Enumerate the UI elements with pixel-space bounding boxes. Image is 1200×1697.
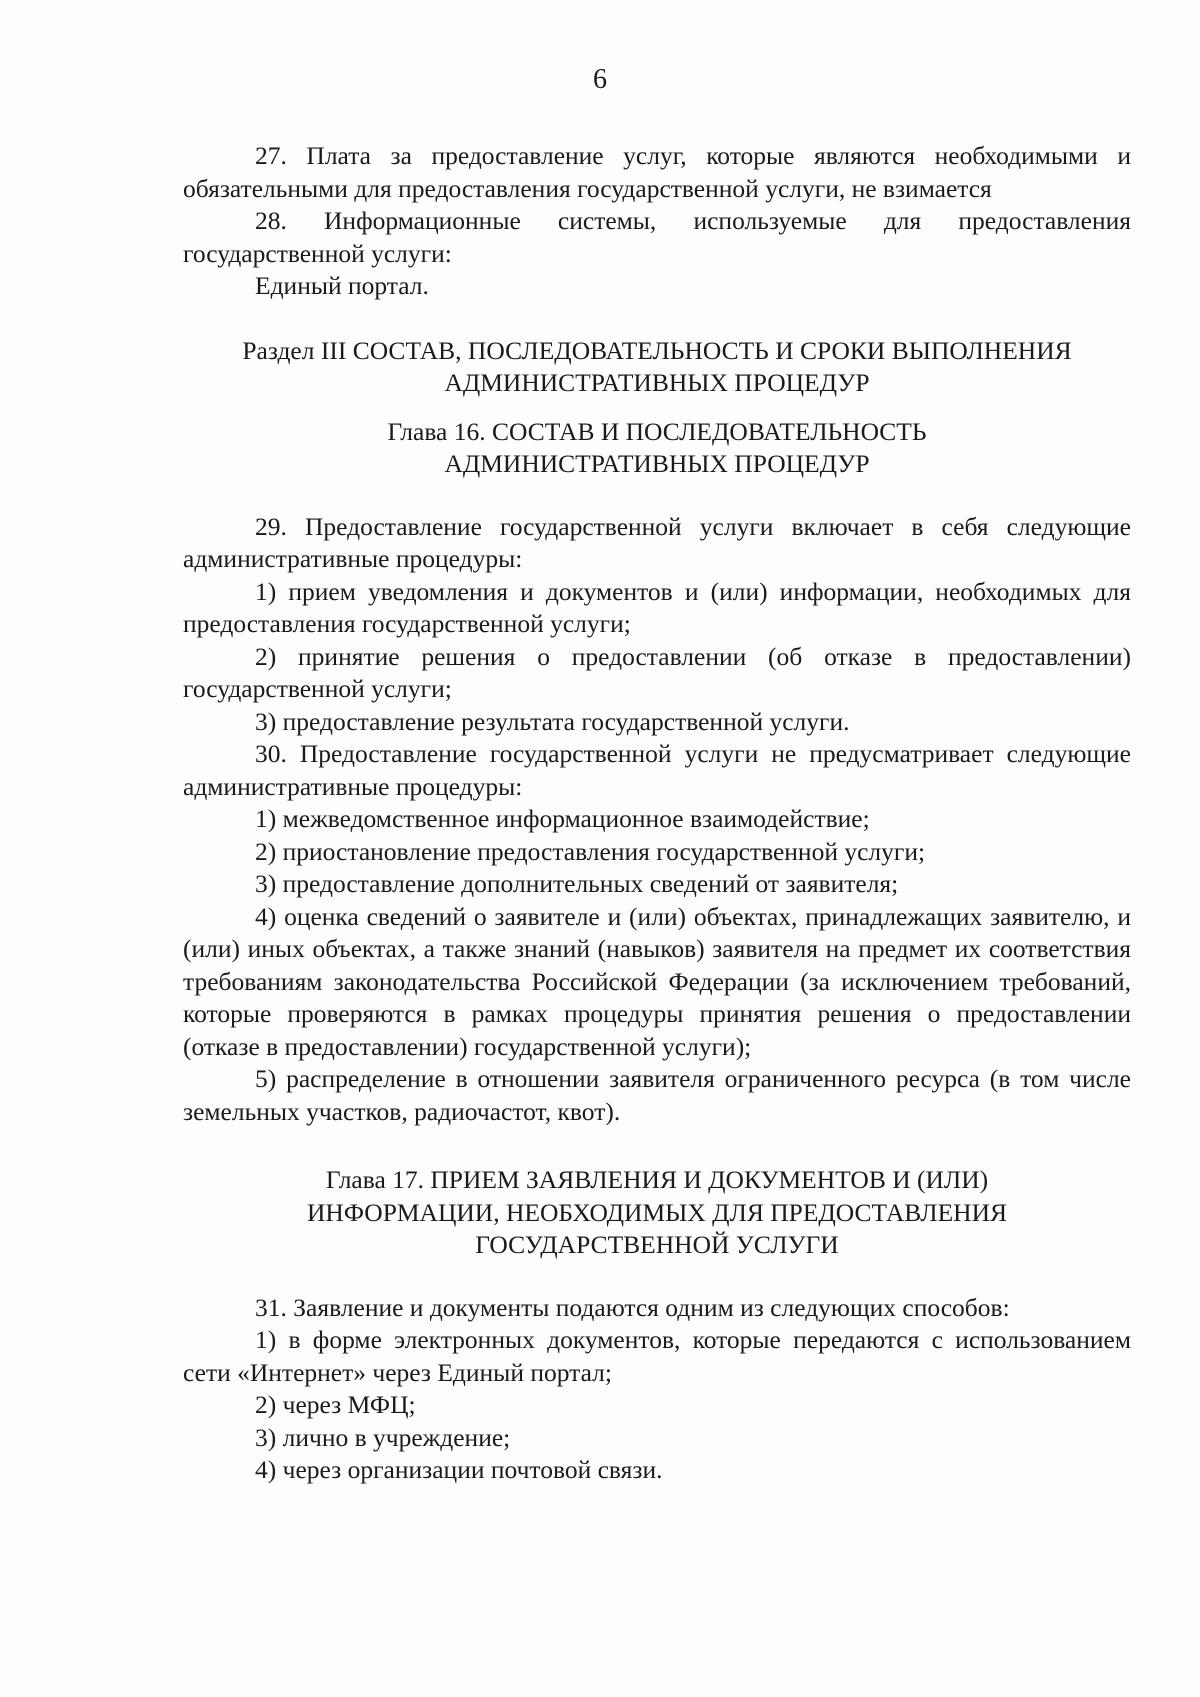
paragraph-30: 30. Предоставление государственной услуги не предусматривает следующие административные процедуры: (183, 739, 1131, 801)
list-item: 3) лично в учреждение; (255, 1422, 511, 1452)
list-item: 4) оценка сведений о заявителе и (или) объектах, принадлежащих заявителю, и (или) иных объектах, а также знаний (навыков) заявителя на предмет их соответствия требованиям законодательства Российской Федерации (за исключением требований, которые проверяются в рамках процедуры принятия решения о предоставлении (отказе в предоставлении) государственной услуги); (183, 901, 1131, 1061)
list-item: 2) через МФЦ; (255, 1390, 416, 1419)
paragraph-27: 27. Плата за предоставление услуг, которые являются необходимыми и обязательными для предоставления государственной услуги, не взимается (183, 141, 1131, 203)
chapter-16-heading (183, 416, 1131, 481)
list-item: 2) принятие решения о предоставлении (об отказе в предоставлении) государственной услуги; (183, 641, 1131, 703)
paragraph-28-item: Единый портал. (255, 271, 429, 300)
chapter-17-body (183, 1292, 1131, 1487)
paragraph-28: 28. Информационные системы, используемые для предоставления государственной услуги: (183, 206, 1131, 268)
chapter-heading-line: Глава 16. СОСТАВ И ПОСЛЕДОВАТЕЛЬНОСТЬ (387, 416, 927, 446)
paragraph-29: 29. Предоставление государственной услуги включает в себя следующие административные процедуры: (183, 511, 1131, 573)
chapter-heading-line: Глава 17. ПРИЕМ ЗАЯВЛЕНИЯ И ДОКУМЕНТОВ И (ИЛИ) (325, 1165, 989, 1194)
section-heading-line: Раздел III СОСТАВ, ПОСЛЕДОВАТЕЛЬНОСТЬ И СРОКИ ВЫПОЛНЕНИЯ (242, 335, 1072, 365)
page-number: 6 (593, 64, 607, 95)
list-item: 3) предоставление результата государственной услуги. (255, 706, 850, 736)
chapter-heading-line: ИНФОРМАЦИИ, НЕОБХОДИМЫХ ДЛЯ ПРЕДОСТАВЛЕНИЯ (306, 1197, 1007, 1227)
list-item: 4) через организации почтовой связи. (255, 1455, 663, 1484)
chapter-heading-line: ГОСУДАРСТВЕННОЙ УСЛУГИ (475, 1230, 839, 1259)
paragraph-31: 31. Заявление и документы подаются одним из следующих способов: (255, 1292, 1010, 1322)
chapter-17-heading (183, 1164, 1131, 1262)
chapter-16-body (183, 511, 1131, 1129)
section-heading (183, 335, 1131, 400)
list-item: 1) в форме электронных документов, которые передаются с использованием сети «Интернет» через Единый портал; (183, 1325, 1131, 1387)
list-item: 1) прием уведомления и документов и (или) информации, необходимых для предоставления государственной услуги; (183, 576, 1131, 638)
document-body (183, 140, 1131, 1487)
list-item: 5) распределение в отношении заявителя ограниченного ресурса (в том числе земельных участков, радиочастот, квот). (183, 1064, 1131, 1126)
chapter-heading-line: АДМИНИСТРАТИВНЫХ ПРОЦЕДУР (444, 449, 870, 478)
list-item: 1) межведомственное информационное взаимодействие; (255, 804, 870, 833)
list-item: 3) предоставление дополнительных сведений от заявителя; (255, 869, 899, 898)
list-item: 2) приостановление предоставления государственной услуги; (255, 836, 926, 866)
section-heading-line: АДМИНИСТРАТИВНЫХ ПРОЦЕДУР (444, 368, 870, 397)
